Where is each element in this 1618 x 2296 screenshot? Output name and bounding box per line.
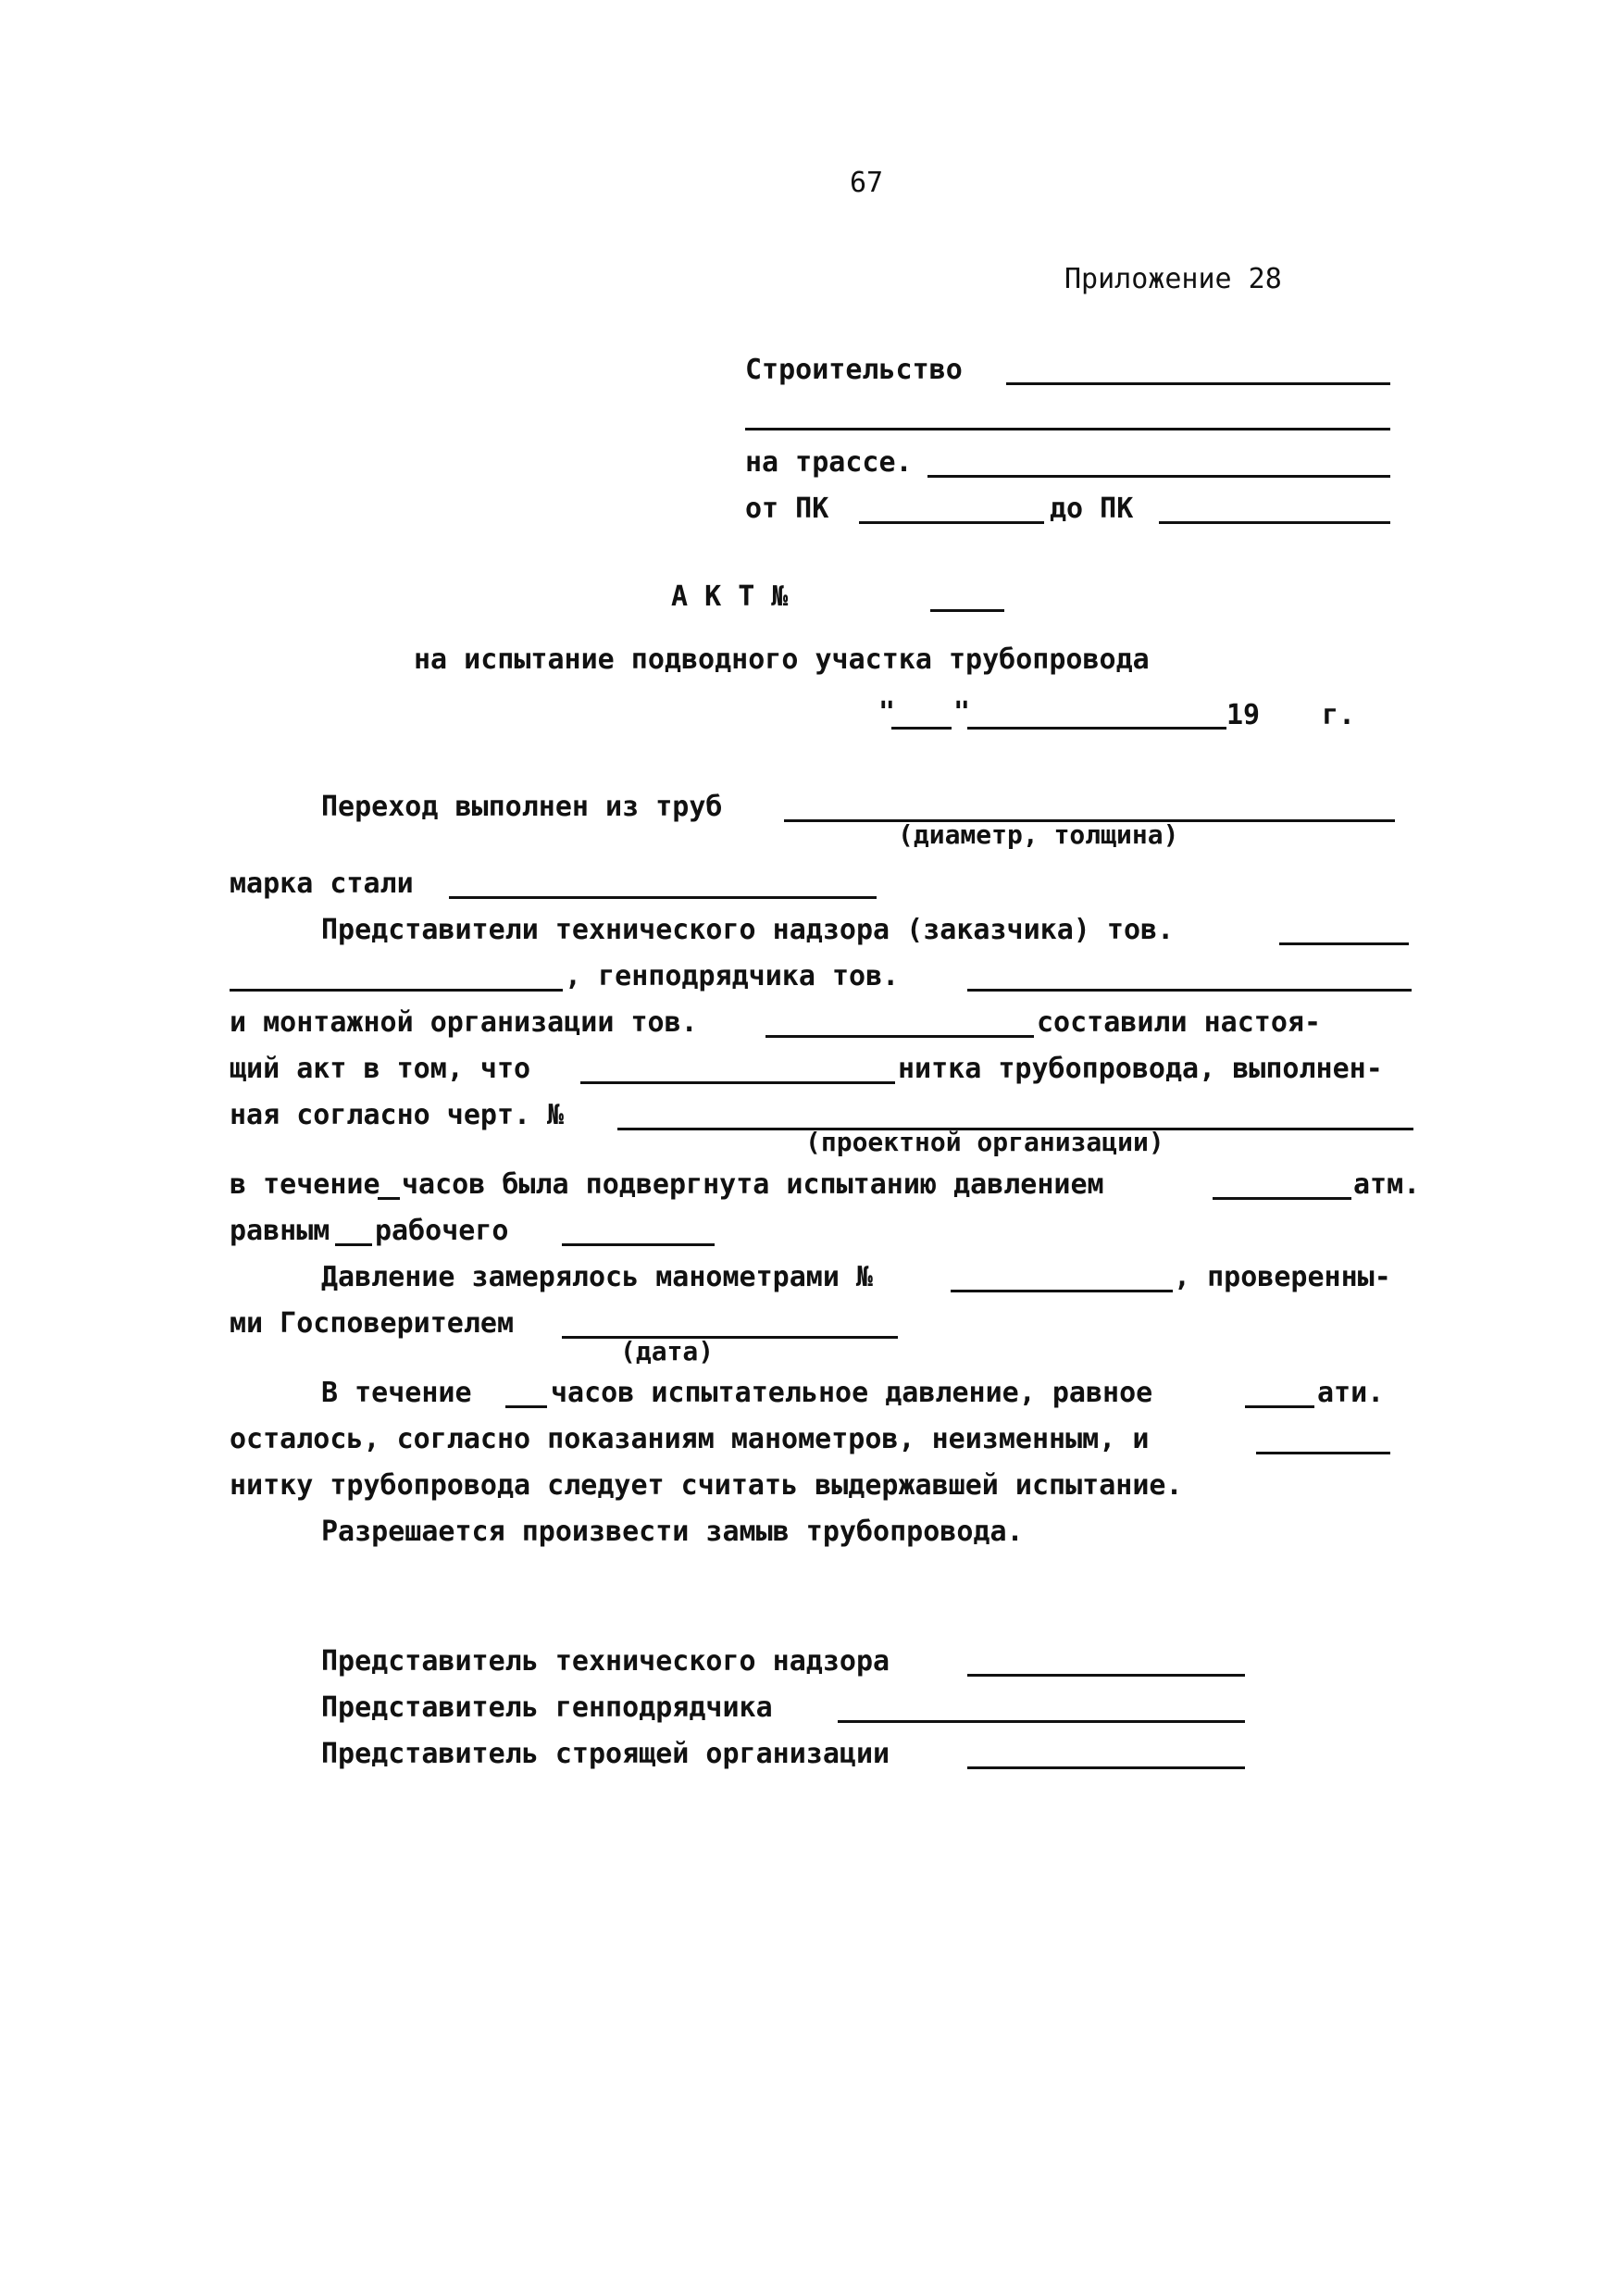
pipeline-string-label: нитка трубопровода, выполнен-: [898, 1053, 1383, 1085]
hours2-field[interactable]: [505, 1405, 547, 1408]
act-number-field[interactable]: [930, 609, 1004, 612]
date-day-field[interactable]: [891, 727, 952, 730]
test-pressure-label: часов испытательное давление, равное: [551, 1377, 1153, 1409]
tested-label: часов была подвергнута испытанию давлением: [402, 1168, 1104, 1201]
construction-field-line2[interactable]: [745, 428, 1390, 430]
signature-label-supervision: Представитель технического надзора: [321, 1645, 890, 1678]
year-label: 19: [1226, 699, 1261, 731]
year-suffix: г.: [1322, 699, 1356, 731]
date-caption: (дата): [620, 1336, 715, 1366]
installer-label: и монтажной организации тов.: [230, 1006, 698, 1039]
signature-field-builder[interactable]: [967, 1766, 1245, 1769]
signature-label-builder: Представитель строящей организации: [321, 1738, 890, 1770]
verifier-label: ми Госповерителем: [230, 1307, 515, 1340]
construction-label: Строительство: [745, 354, 963, 386]
drawing-label: ная согласно черт. №: [230, 1099, 565, 1131]
working-label: рабочего: [375, 1215, 509, 1247]
working-field[interactable]: [562, 1243, 715, 1246]
ratio-field[interactable]: [335, 1243, 372, 1246]
route-field[interactable]: [927, 475, 1390, 478]
remained-label: осталось, согласно показаниям манометров, неизменным, и: [230, 1423, 1150, 1455]
pipes-caption: (диаметр, толщина): [898, 819, 1179, 850]
permission-label: Разрешается произвести замыв трубопровода.: [321, 1516, 1024, 1548]
page-number: 67: [850, 167, 884, 199]
supervision-field-line2[interactable]: [230, 989, 563, 992]
steel-grade-label: марка стали: [230, 867, 414, 900]
atm-label: атм.: [1353, 1168, 1421, 1201]
hours-field[interactable]: [378, 1197, 400, 1200]
act-that-label: щий акт в том, что: [230, 1053, 531, 1085]
supervision-field[interactable]: [1279, 942, 1409, 945]
during2-label: В течение: [321, 1377, 472, 1409]
to-pk-field[interactable]: [1159, 521, 1390, 524]
verifier-date-field[interactable]: [562, 1336, 898, 1339]
construction-field[interactable]: [1006, 382, 1390, 385]
supervision-label: Представители технического надзора (заказчика) тов.: [321, 914, 1175, 946]
steel-grade-field[interactable]: [449, 896, 877, 899]
from-pk-label: от ПК: [745, 493, 829, 525]
from-pk-field[interactable]: [859, 521, 1044, 524]
pipeline-string-field[interactable]: [580, 1081, 895, 1084]
act-title: А К Т №: [671, 580, 789, 613]
contractor-label: , генподрядчика тов.: [565, 960, 900, 992]
ati-label: ати.: [1317, 1377, 1385, 1409]
manometers-field[interactable]: [951, 1290, 1173, 1292]
installer-field[interactable]: [765, 1035, 1034, 1038]
verified-label: , проверенны-: [1174, 1261, 1391, 1293]
date-quote-close: ": [953, 696, 971, 729]
date-quote-open: ": [878, 696, 896, 729]
drawing-caption: (проектной организации): [805, 1127, 1164, 1157]
remained-field[interactable]: [1256, 1452, 1390, 1454]
act-subtitle: на испытание подводного участка трубопровода: [414, 643, 1150, 676]
equal-label: равным: [230, 1215, 330, 1247]
appendix-label: Приложение 28: [1064, 263, 1282, 295]
signature-label-contractor: Представитель генподрядчика: [321, 1691, 773, 1724]
passed-label: нитку трубопровода следует считать выдержавшей испытание.: [230, 1469, 1183, 1502]
during-label: в течение: [230, 1168, 380, 1201]
date-month-field[interactable]: [967, 727, 1226, 730]
signature-field-supervision[interactable]: [967, 1674, 1245, 1677]
pipes-label: Переход выполнен из труб: [321, 791, 723, 823]
route-label: на трассе.: [745, 446, 913, 479]
contractor-field[interactable]: [967, 989, 1412, 992]
manometers-label: Давление замерялось манометрами №: [321, 1261, 874, 1293]
test-pressure-field[interactable]: [1245, 1405, 1314, 1408]
signature-field-contractor[interactable]: [838, 1720, 1245, 1723]
to-pk-label: до ПК: [1050, 493, 1134, 525]
composed-label: составили настоя-: [1037, 1006, 1322, 1039]
pressure-field[interactable]: [1213, 1197, 1351, 1200]
